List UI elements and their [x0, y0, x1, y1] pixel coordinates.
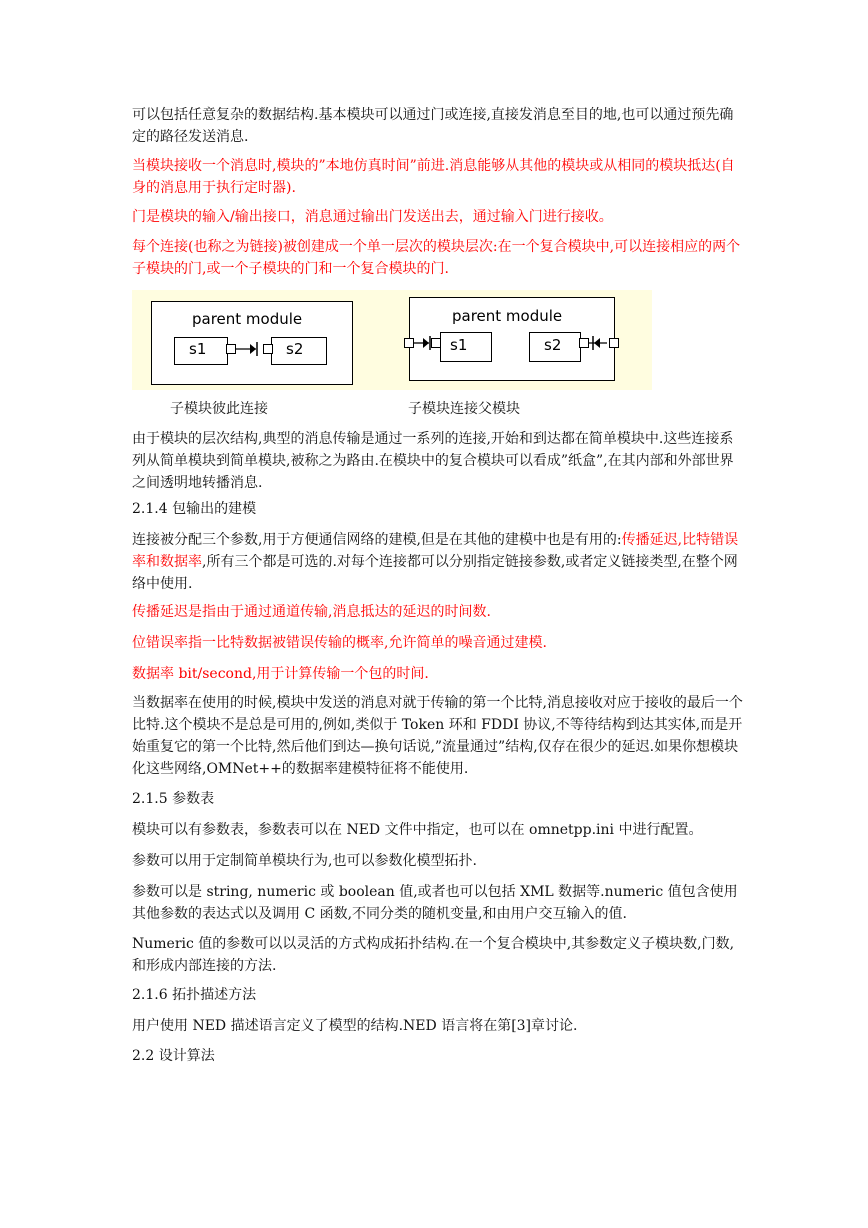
- connection-arrow-right-in: [413, 334, 433, 352]
- section-heading-2-2: 2.2 设计算法: [132, 1048, 215, 1064]
- paragraph-param-table: 模块可以有参数表，参数表可以在 NED 文件中指定，也可以在 omnetpp.ini 中进行配置。: [132, 822, 703, 838]
- paragraph-data-rate: 数据率 bit/second,用于计算传输一个包的时间.: [132, 666, 429, 682]
- paragraph-propagation-delay: 传播延迟是指由于通过通道传输,消息抵达的延迟的时间数.: [132, 604, 491, 620]
- submodule-s2-label-right: s2: [544, 336, 562, 354]
- paragraph-numeric-params: Numeric 值的参数可以以灵活的方式构成拓扑结构.在一个复合模块中,其参数定义子模块数,门数,和形成内部连接的方法.: [132, 936, 735, 974]
- paragraph-param-types: 参数可以是 string, numeric 或 boolean 值,或者也可以包括 XML 数据等.numeric 值包含使用其他参数的表达式以及调用 C 函数,不同分类的随机变量,和由用户交互输入的值.: [132, 884, 738, 922]
- submodule-s1-label-left: s1: [189, 340, 207, 358]
- paragraph-intro: 可以包括任意复杂的数据结构.基本模块可以通过门或连接,直接发消息至目的地,也可以通过预先确定的路径发送消息.: [132, 107, 734, 145]
- connection-arrow-left: [236, 340, 264, 358]
- section-heading-2-1-5: 2.1.5 参数表: [132, 791, 215, 807]
- paragraph-local-time: 当模块接收一个消息时,模块的”本地仿真时间”前进.消息能够从其他的模块或从相同的模块抵达(自身的消息用于执行定时器).: [132, 158, 735, 196]
- paragraph-routing: 由于模块的层次结构,典型的消息传输是通过一系列的连接,开始和到达都在简单模块中.这些连接系列从简单模块到简单模块,被称之为路由.在模块中的复合模块可以看成”纸盒”,在其内部和外部世界之间透明地转播消息.: [132, 431, 734, 491]
- figure-caption-left: 子模块彼此连接: [170, 401, 268, 417]
- figure-caption-right: 子模块连接父模块: [408, 401, 520, 417]
- submodule-s2-label-left: s2: [286, 340, 304, 358]
- paragraph-connection-params-after: ,所有三个都是可选的.对每个连接都可以分别指定链接参数,或者定义链接类型,在整个网络中使用.: [132, 554, 738, 592]
- paragraph-connection-params-highlight: 传播延迟,比特错误率和数据率: [132, 532, 739, 570]
- connection-arrow-right-out: [589, 334, 611, 352]
- section-heading-2-1-4: 2.1.4 包输出的建模: [132, 501, 257, 517]
- paragraph-connections: 每个连接(也称之为链接)被创建成一个单一层次的模块层次:在一个复合模块中,可以连接相应的两个子模块的门,或一个子模块的门和一个复合模块的门.: [132, 239, 741, 277]
- paragraph-param-usage: 参数可以用于定制简单模块行为,也可以参数化模型拓扑.: [132, 853, 477, 869]
- parent-module-label-right: parent module: [452, 307, 563, 325]
- paragraph-gates: 门是模块的输入/输出接口，消息通过输出门发送出去，通过输入门进行接收。: [132, 209, 613, 225]
- gate-s2-in-left: [263, 344, 273, 354]
- submodule-s1-label-right: s1: [450, 336, 468, 354]
- paragraph-connection-params-before: 连接被分配三个参数,用于方便通信网络的建模,但是在其他的建模中也是有用的:: [132, 532, 622, 548]
- gate-s2-out-right: [579, 338, 589, 348]
- paragraph-data-rate-usage: 当数据率在使用的时候,模块中发送的消息对就于传输的第一个比特,消息接收对应于接收的最后一个比特.这个模块不是总是可用的,例如,类似于 Token 环和 FDDI 协议,不等待结构到达其实体,而是开始重复它的第一个比特,然后他们到达—换句话说,”流量通过”结构,仅存在很少的延迟.如果你想模块化这些网络,OMNet++的数据率建模特征将不能使用.: [132, 695, 743, 777]
- paragraph-connection-params: [132, 529, 744, 595]
- gate-s1-out-left: [226, 344, 236, 354]
- section-heading-2-1-6: 2.1.6 拓扑描述方法: [132, 987, 257, 1003]
- paragraph-bit-error-rate: 位错误率指一比特数据被错误传输的概率,允许简单的噪音通过建模.: [132, 635, 547, 651]
- paragraph-ned: 用户使用 NED 描述语言定义了模型的结构.NED 语言将在第[3]章讨论.: [132, 1018, 578, 1034]
- parent-module-label-left: parent module: [192, 310, 303, 328]
